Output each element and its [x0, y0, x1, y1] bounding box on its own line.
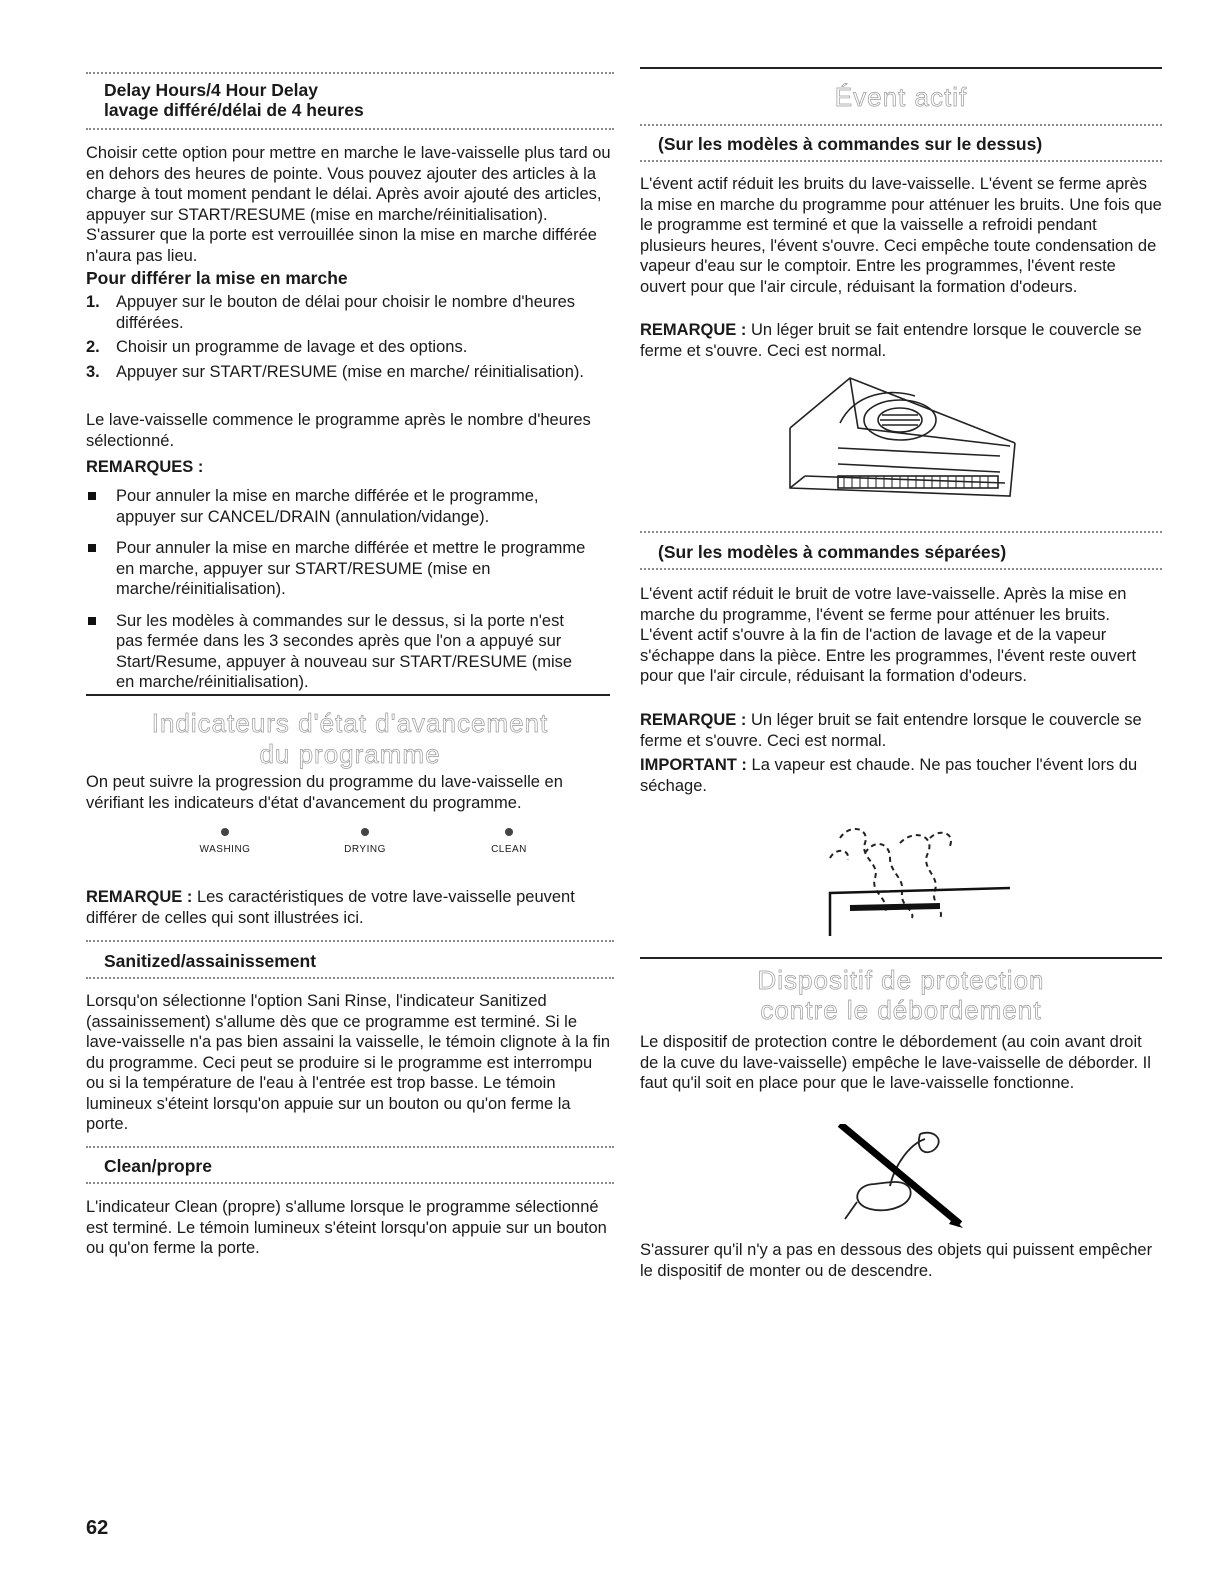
- vent-top-heading: (Sur les modèles à commandes sur le dessus): [658, 134, 1043, 154]
- dotted-rule: [640, 568, 1162, 570]
- dotted-rule: [86, 128, 614, 130]
- dotted-rule: [86, 940, 614, 942]
- list-item: 1. Appuyer sur le bouton de délai pour choisir le nombre d'heures différées.: [86, 293, 576, 332]
- sanitized-text: Lorsqu'on sélectionne l'option Sani Rinse, l'indicateur Sanitized (assainissement) s'allume dès que ce programme est terminé. Si le lave-vaisselle n'a pas bien assaini la vaisselle, le témoin clignote à la fin du programme. Ceci peut se produire si le programme est interrompu ou si la température de l'eau à l'entrée est trop basse. Le témoin lumineux s'éteint lorsqu'on appuie sur un bouton ou qu'on ferme la porte.: [86, 992, 611, 1133]
- bullet-icon: [88, 617, 96, 625]
- indicator-light-icon: [221, 828, 229, 836]
- washing-indicator: WASHING: [180, 828, 270, 855]
- notes-label: REMARQUES :: [86, 458, 204, 476]
- vent-title: Évent actif: [834, 82, 968, 112]
- section-rule: [86, 694, 610, 696]
- dotted-rule: [640, 160, 1162, 162]
- indicator-light-icon: [361, 828, 369, 836]
- delay-after: Le lave-vaisselle commence le programme après le nombre d'heures sélectionné.: [86, 411, 591, 450]
- vent-sep-heading: (Sur les modèles à commandes séparées): [658, 542, 1007, 562]
- list-item: Sur les modèles à commandes sur le dessus, si la porte n'est pas fermée dans les 3 secondes après que l'on a appuyé sur Start/Resume, appuyer à nouveau sur START/RESUME (mise en marche/réinitialisation).: [86, 611, 586, 693]
- section-rule: [640, 67, 1162, 69]
- overflow-float-illustration: [835, 1124, 965, 1234]
- page-number: 62: [86, 1517, 109, 1539]
- bullet-icon: [88, 544, 96, 552]
- dotted-rule: [86, 1146, 614, 1148]
- vent-illustration: [780, 368, 1020, 518]
- delay-steps: [86, 292, 586, 386]
- drying-indicator: DRYING: [320, 828, 410, 855]
- vent-important: IMPORTANT : La vapeur est chaude. Ne pas toucher l'évent lors du séchage.: [640, 756, 1138, 795]
- delay-subheading: Pour différer la mise en marche: [86, 268, 348, 288]
- dotted-rule: [86, 977, 614, 979]
- overflow-after: S'assurer qu'il n'y a pas en dessous des objets qui puissent empêcher le dispositif de monter ou de descendre.: [640, 1241, 1153, 1280]
- status-intro: On peut suivre la progression du programme du lave-vaisselle en vérifiant les indicateurs d'état d'avancement du programme.: [86, 773, 563, 812]
- vent-sep-text: L'évent actif réduit le bruit de votre lave-vaisselle. Après la mise en marche du programme, l'évent se ferme pour atténuer les bruits. L'évent actif s'ouvre à la fin de l'action de lavage et de la vapeur s'échappe dans la pièce. Entre les programmes, l'évent reste ouvert pour que l'air circule, réduisant la formation d'odeurs.: [640, 585, 1137, 685]
- bullet-icon: [88, 492, 96, 500]
- list-item: Pour annuler la mise en marche différée et le programme, appuyer sur CANCEL/DRAIN (annulation/vidange).: [86, 486, 586, 527]
- list-item: 3. Appuyer sur START/RESUME (mise en marche/ réinitialisation).: [86, 362, 584, 381]
- delay-heading: [104, 80, 364, 120]
- list-item: 2. Choisir un programme de lavage et des options.: [86, 338, 468, 356]
- dotted-rule: [640, 124, 1162, 126]
- status-note: REMARQUE : Les caractéristiques de votre lave-vaisselle peuvent différer de celles qui sont illustrées ici.: [86, 888, 575, 927]
- vent-top-note: REMARQUE : Un léger bruit se fait entendre lorsque le couvercle se ferme et s'ouvre. Ceci est normal.: [640, 321, 1142, 360]
- delay-notes: [86, 486, 586, 704]
- section-rule: [640, 957, 1162, 959]
- overflow-text: Le dispositif de protection contre le débordement (au coin avant droit de la cuve du lave-vaisselle) empêche le lave-vaisselle de déborder. Il faut qu'il soit en place pour que le lave-vaisselle fonctionne.: [640, 1033, 1151, 1092]
- dotted-rule: [86, 1182, 614, 1184]
- clean-text: L'indicateur Clean (propre) s'allume lorsque le programme sélectionné est terminé. Le témoin lumineux s'éteint lorsqu'on appuie sur un bouton ou qu'on ferme la porte.: [86, 1198, 607, 1257]
- delay-intro: Choisir cette option pour mettre en marche le lave-vaisselle plus tard ou en dehors des heures de pointe. Vous pouvez ajouter des articles à la charge à tout moment pendant le délai. Après avoir ajouté des articles, appuyer sur START/RESUME (mise en marche/réinitialisation). S'assurer que la porte est verrouillée sinon la mise en marche différée n'aura pas lieu.: [86, 144, 611, 265]
- dotted-rule: [640, 531, 1162, 533]
- clean-heading: Clean/propre: [104, 1156, 212, 1176]
- delay-heading-fr: lavage différé/délai de 4 heures: [104, 100, 364, 120]
- delay-heading-en: Delay Hours/4 Hour Delay: [104, 80, 318, 100]
- vent-top-text: L'évent actif réduit les bruits du lave-vaisselle. L'évent se ferme après la mise en marche du programme pour atténuer les bruits. Une fois que le programme est terminé et que la vaisselle a refroidi pendant plusieurs heures, l'évent s'ouvre. Ceci empêche toute condensation de vapeur d'eau sur le comptoir. Entre les programmes, l'évent reste ouvert pour que l'air circule, réduisant la formation d'odeurs.: [640, 175, 1162, 296]
- overflow-title-line1: Dispositif de protection: [757, 965, 1045, 995]
- indicator-light-icon: [505, 828, 513, 836]
- sanitized-heading: Sanitized/assainissement: [104, 951, 317, 971]
- status-title-line2: du programme: [259, 739, 441, 769]
- dotted-rule: [86, 72, 614, 74]
- status-title-line1: Indicateurs d'état d'avancement: [151, 708, 549, 738]
- steam-illustration: [820, 818, 1010, 940]
- vent-sep-note: REMARQUE : Un léger bruit se fait entendre lorsque le couvercle se ferme et s'ouvre. Ceci est normal.: [640, 711, 1142, 750]
- list-item: Pour annuler la mise en marche différée et mettre le programme en marche, appuyer sur START/RESUME (mise en marche/réinitialisation).: [86, 538, 586, 600]
- clean-indicator: CLEAN: [464, 828, 554, 855]
- overflow-title-line2: contre le débordement: [760, 995, 1042, 1025]
